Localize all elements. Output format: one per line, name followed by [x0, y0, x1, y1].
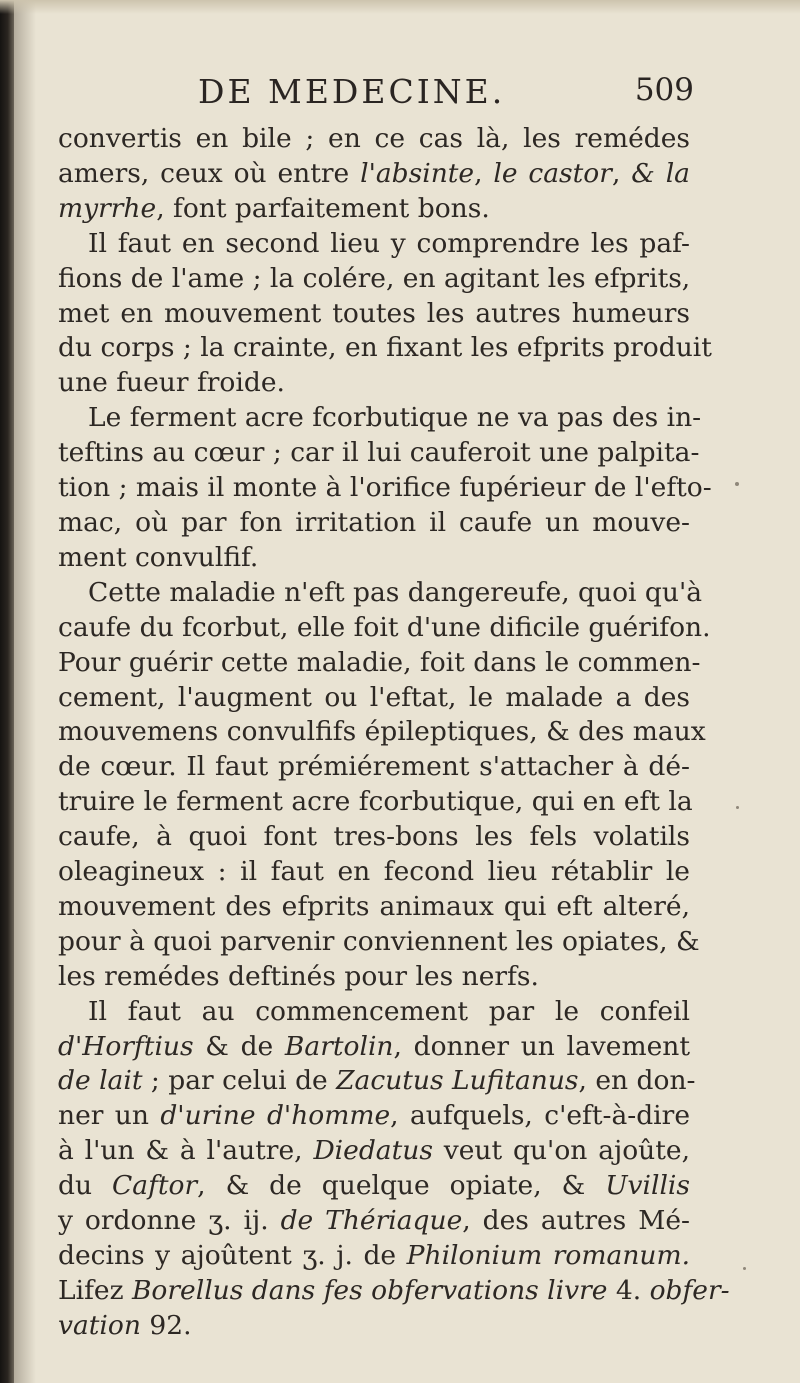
text-segment: ; par celui de [142, 1065, 337, 1097]
text-segment: truire le ferment acre fcorbutique, qui en eft la [58, 786, 693, 818]
italic-text: vation [58, 1309, 141, 1341]
text-segment: mouvement des efprits animaux qui eft alteré, [58, 890, 690, 922]
text-segment: , & de quelque opiate, & [197, 1170, 606, 1202]
text-line [58, 715, 706, 750]
text-segment: , font parfaitement bons. [156, 192, 490, 224]
text-segment: convertis en bile ; en ce cas là, les remédes [58, 123, 690, 154]
italic-text: l'absinte [360, 157, 475, 189]
text-segment: met en mouvement toutes les autres humeurs [58, 297, 690, 329]
text-segment: Pour guérir cette maladie, foit dans le commen- [58, 646, 701, 678]
text-line [58, 506, 690, 541]
text-segment: Le ferment acre fcorbutique ne va pas des in- [88, 402, 702, 434]
text-line [58, 1099, 690, 1134]
text-line [58, 192, 690, 227]
text-line [58, 436, 700, 471]
body-text [58, 122, 730, 1344]
paper-speck [736, 806, 739, 809]
text-segment: caufe, à quoi font tres-bons les fels volatils [58, 821, 690, 853]
italic-text: Diedatus [313, 1135, 433, 1167]
italic-text: d'urine d'homme [160, 1100, 391, 1132]
text-segment: à l'un & à l'autre, [58, 1135, 314, 1167]
text-line [58, 401, 702, 436]
text-line [58, 855, 690, 890]
text-segment: , en don- [578, 1065, 696, 1097]
page-number: 509 [634, 72, 694, 108]
text-segment: fions de l'ame ; la colére, en agitant les efprits, [58, 262, 691, 294]
text-line [58, 1030, 690, 1065]
text-segment: du corps ; la crainte, en fixant les efprits produit [58, 332, 712, 364]
italic-text: Caftor [112, 1170, 198, 1202]
text-segment: & de [193, 1030, 285, 1062]
italic-text: & la [631, 157, 690, 189]
text-line [58, 1204, 690, 1239]
text-line [58, 646, 701, 681]
italic-text: le castor [493, 157, 612, 189]
text-line [58, 1169, 690, 1204]
text-line [58, 1309, 690, 1344]
text-line [58, 1134, 690, 1169]
text-segment: du [58, 1170, 113, 1202]
text-segment: 4. [607, 1274, 650, 1306]
italic-text: Uvillis [605, 1170, 690, 1202]
text-segment: oleagineux : il faut en fecond lieu rétablir le [58, 856, 690, 888]
book-binding-edge [0, 0, 14, 1383]
text-line [58, 227, 690, 262]
text-line [58, 785, 693, 820]
text-segment: Il faut en second lieu y comprendre les paf- [88, 227, 690, 259]
paper-speck [743, 1267, 746, 1270]
text-line [58, 681, 690, 716]
text-segment: cement, l'augment ou l'eftat, le malade a des [58, 681, 690, 713]
text-segment: mouvemens convulfifs épileptiques, & des maux [58, 716, 706, 748]
text-segment: pour à quoi parvenir conviennent les opiates, & [58, 925, 700, 957]
italic-text: Borellus dans fes obfervations livre [131, 1274, 608, 1306]
text-line [58, 1239, 690, 1274]
text-line [58, 471, 712, 506]
text-line [58, 541, 690, 576]
text-segment: ment convulfif. [58, 541, 259, 573]
italic-text: Bartolin [284, 1030, 394, 1062]
italic-text: de Thériaque [280, 1205, 463, 1237]
gutter-shadow [14, 0, 36, 1383]
text-line [58, 366, 690, 401]
text-segment: amers, ceux où entre [58, 157, 361, 189]
text-segment: les remédes deftinés pour les nerfs. [58, 960, 539, 992]
text-line [58, 960, 690, 995]
text-segment: de cœur. Il faut prémiérement s'attacher à dé- [58, 751, 690, 783]
text-segment: Lifez [58, 1274, 132, 1306]
text-segment: 92. [140, 1309, 192, 1341]
text-segment: tion ; mais il monte à l'orifice fupérieur de l'efto- [58, 472, 712, 504]
text-segment: ner un [58, 1100, 161, 1132]
italic-text: d'Horftius [58, 1030, 194, 1062]
italic-text: Philonium romanum. [406, 1240, 690, 1271]
text-segment: , des autres Mé- [462, 1205, 690, 1237]
text-line [58, 750, 690, 785]
text-line [58, 262, 690, 297]
text-line [58, 890, 690, 925]
paper-speck [735, 482, 739, 486]
page-top-edge [0, 0, 800, 14]
text-segment: Cette maladie n'eft pas dangereufe, quoi qu'à [88, 576, 703, 608]
text-line [58, 297, 690, 332]
text-segment: Il faut au commencement par le confeil [88, 995, 690, 1027]
text-segment: y ordonne ʒ. ij. [58, 1205, 281, 1237]
text-segment: mac, où par fon irritation il caufe un mouve- [58, 506, 690, 538]
italic-text: de lait [58, 1065, 143, 1097]
text-line [58, 995, 690, 1030]
italic-text: obfer- [649, 1274, 730, 1306]
text-line [58, 1274, 730, 1309]
text-segment: , aufquels, c'eft-à-dire [390, 1100, 691, 1132]
text-segment: , donner un lavement [393, 1030, 690, 1062]
text-line [58, 122, 690, 157]
text-line [58, 157, 690, 192]
text-segment: teftins au cœur ; car il lui cauferoit une palpita- [58, 437, 700, 469]
text-segment: veut qu'on ajoûte, [432, 1135, 690, 1167]
book-page [58, 70, 730, 1344]
italic-text: Zacutus Lufitanus [336, 1065, 579, 1097]
text-line [58, 576, 703, 611]
text-segment: , [474, 157, 494, 189]
text-segment: , [611, 157, 632, 189]
page-header [58, 70, 694, 122]
running-title: DE MEDECINE. [198, 72, 506, 111]
text-segment: une fueur froide. [58, 367, 285, 399]
text-line [58, 925, 700, 960]
text-line [58, 820, 690, 855]
text-line [58, 331, 712, 366]
text-segment: caufe du fcorbut, elle foit d'une dificile guérifon. [58, 611, 711, 643]
italic-text: myrrhe [58, 192, 157, 224]
text-segment: decins y ajoûtent ʒ. j. de [58, 1240, 407, 1271]
text-line [58, 1064, 696, 1099]
text-line [58, 611, 711, 646]
